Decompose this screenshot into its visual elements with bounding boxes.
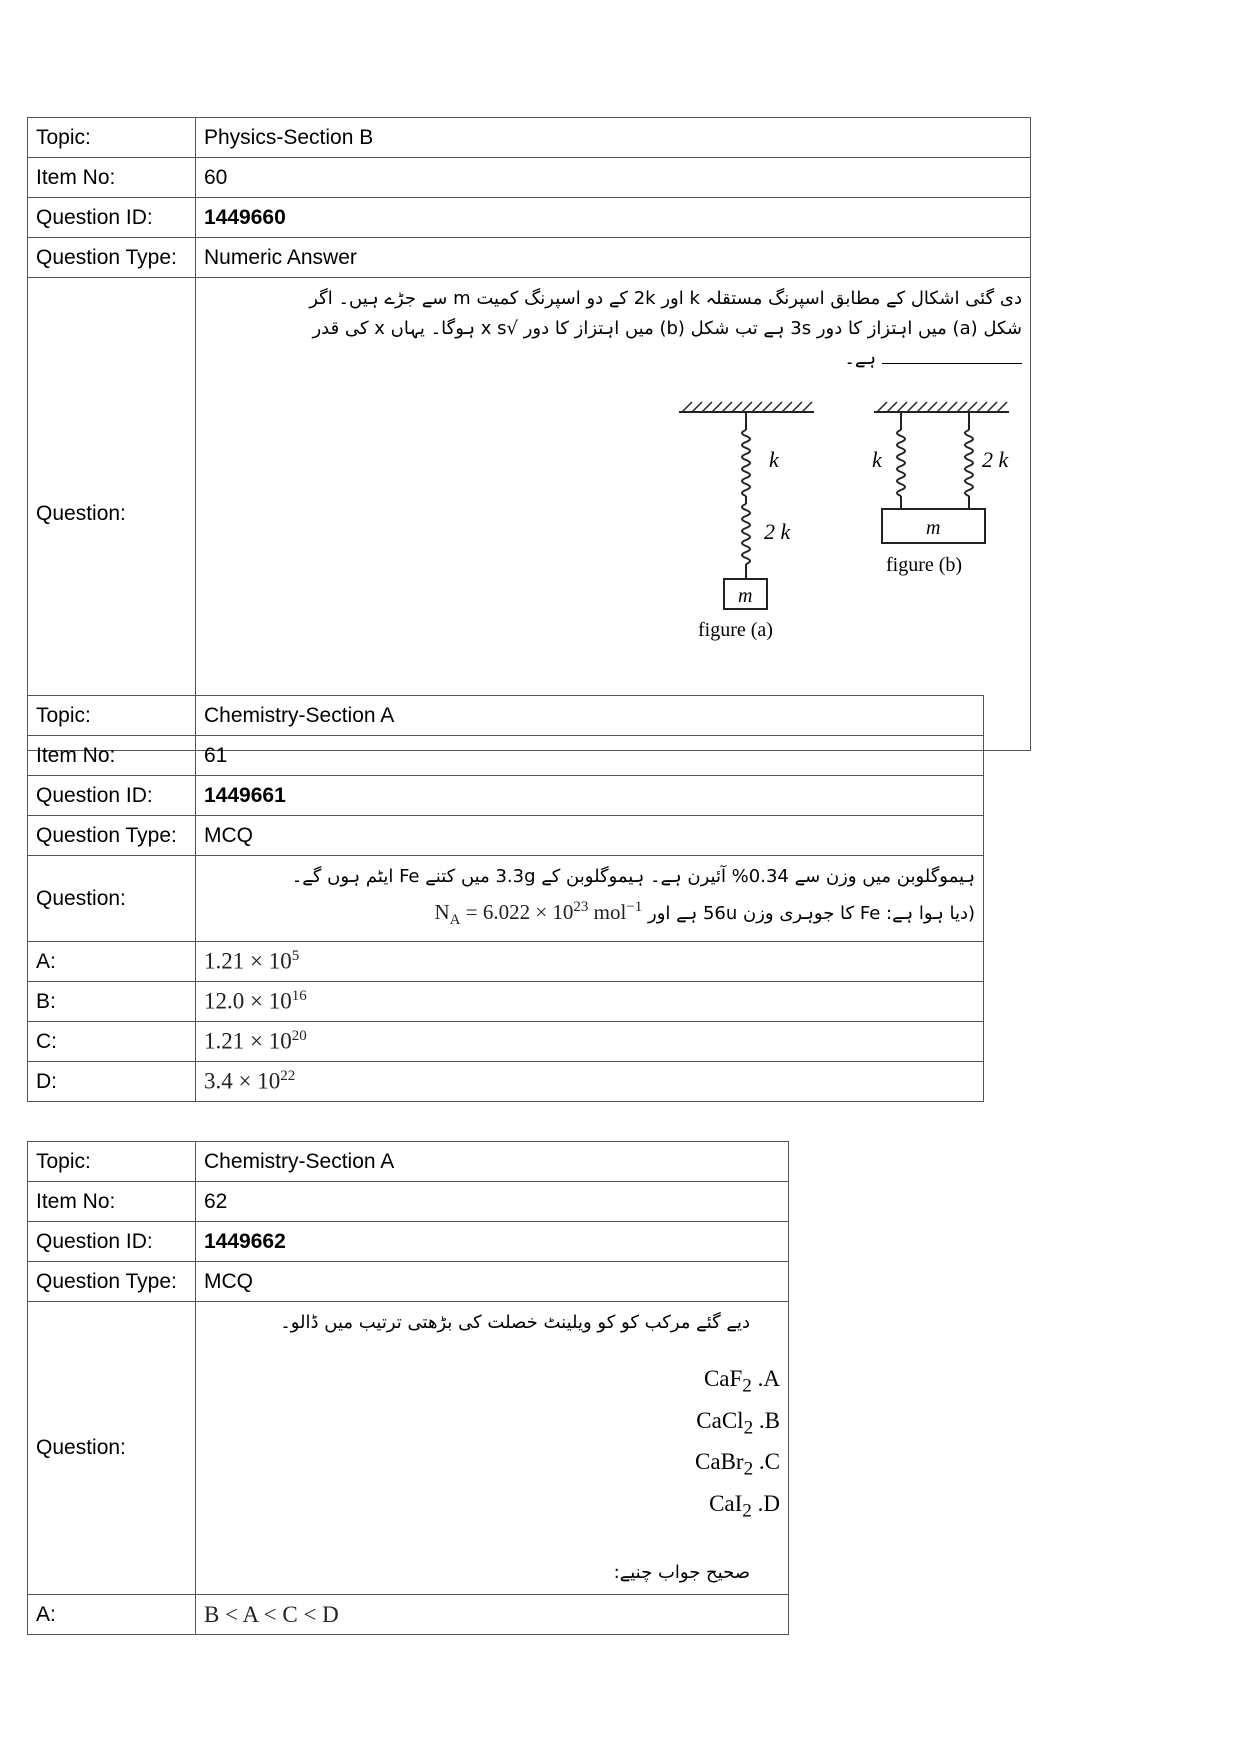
item-no-value: 61 (196, 736, 984, 776)
choose-answer-prompt: صحیح جواب چنیے: (613, 1562, 750, 1584)
spring-figure (204, 374, 1022, 744)
question-body (196, 1302, 789, 1595)
question-id-value: 1449662 (196, 1222, 789, 1262)
question-type-value: MCQ (196, 816, 984, 856)
caption-figure-b: figure (b) (886, 554, 963, 576)
ceiling-a-hatch (682, 402, 812, 412)
label-2k-a: 2 k (764, 519, 791, 544)
option-c-label: C: (28, 1022, 196, 1062)
question-text-line1: دی گئی اشکال کے مطابق اسپرنگ مستقلہ k اور 2k کے دو اسپرنگ کمیت m سے جڑے ہیں۔ اگر (309, 288, 1022, 309)
option-a-value: B < A < C < D (196, 1595, 789, 1635)
topic-label: Topic: (28, 1142, 196, 1182)
question-table-60 (27, 117, 1031, 751)
option-a-label: A: (28, 942, 196, 982)
spring-k-a (742, 430, 750, 496)
avogadro-constant: $N_A = 6.022 \times 10^{23}$ mol$^{-1}$ (434, 899, 643, 929)
item-no-value: 60 (196, 158, 1031, 198)
question-type-label: Question Type: (28, 816, 196, 856)
compound-list (204, 1362, 780, 1528)
question-type-value: MCQ (196, 1262, 789, 1302)
item-no-label: Item No: (28, 736, 196, 776)
question-text-line2: (دیا ہوا ہے: Fe کا جوہری وزن 56u ہے اور $N_A = 6.022 \times 10^{23}$ mol$^{-1}$ (434, 899, 975, 929)
option-b-value: $12.0 \times 10^{16}$ (196, 982, 984, 1022)
question-table-62 (27, 1141, 789, 1635)
compound-a: CaF$_2$ .A (703, 1366, 780, 1397)
question-table-61 (27, 695, 984, 1102)
question-id-value: 1449661 (196, 776, 984, 816)
compound-d: CaI$_2$ .D (709, 1490, 780, 1522)
question-body (196, 278, 1031, 751)
question-text-line1: دیے گئے مرکب کو کو ویلینٹ خصلت کی بڑھتی ترتیب میں ڈالو۔ (280, 1312, 750, 1333)
question-text-line2: شکل (a) میں اہتزاز کا دور 3s ہے تب شکل (b) میں اہتزاز کا دور √x s ہوگا۔ یہاں x کی قدر (312, 318, 1022, 339)
topic-value: Physics-Section B (196, 118, 1031, 158)
question-text-line1: ہیموگلوبن میں وزن سے 0.34% آئیرن ہے۔ ہیموگلوبن کے 3.3g میں کتنے Fe ایٹم ہوں گے۔ (291, 866, 975, 887)
question-id-label: Question ID: (28, 1222, 196, 1262)
question-id-value: 1449660 (196, 198, 1031, 238)
label-k-a: k (769, 447, 779, 472)
caption-figure-a: figure (a) (698, 619, 773, 641)
item-no-value: 62 (196, 1182, 789, 1222)
topic-label: Topic: (28, 696, 196, 736)
label-2k-b: 2 k (982, 447, 1009, 472)
option-d-label: D: (28, 1062, 196, 1102)
compound-b: CaCl$_2$ .B (696, 1407, 780, 1439)
question-text-line3: ہے۔ (204, 344, 1022, 374)
option-a-label: A: (28, 1595, 196, 1635)
item-no-label: Item No: (28, 158, 196, 198)
option-d-value: $3.4 \times 10^{22}$ (196, 1062, 984, 1102)
label-m-b: m (926, 517, 941, 539)
question-label: Question: (28, 278, 196, 751)
question-body (196, 856, 984, 942)
figure-b (874, 402, 1009, 543)
answer-blank (882, 363, 1022, 364)
question-type-value: Numeric Answer (196, 238, 1031, 278)
ceiling-b-hatch (877, 402, 1007, 412)
topic-label: Topic: (28, 118, 196, 158)
spring-figure-svg (204, 374, 1024, 664)
topic-value: Chemistry-Section A (196, 696, 984, 736)
option-b-label: B: (28, 982, 196, 1022)
compound-c: CaBr$_2$ .C (695, 1449, 780, 1480)
topic-value: Chemistry-Section A (196, 1142, 789, 1182)
spring-2k-a (742, 504, 750, 564)
question-label: Question: (28, 1302, 196, 1595)
question-id-label: Question ID: (28, 198, 196, 238)
label-k-b: k (872, 447, 882, 472)
spring-k-b (897, 430, 905, 496)
option-a-value: $1.21 \times 10^5$ (196, 942, 984, 982)
question-type-label: Question Type: (28, 238, 196, 278)
label-m-a: m (738, 585, 753, 607)
item-no-label: Item No: (28, 1182, 196, 1222)
figure-a (679, 402, 814, 609)
spring-2k-b (965, 430, 973, 496)
question-type-label: Question Type: (28, 1262, 196, 1302)
question-id-label: Question ID: (28, 776, 196, 816)
question-label: Question: (28, 856, 196, 942)
option-c-value: $1.21 \times 10^{20}$ (196, 1022, 984, 1062)
